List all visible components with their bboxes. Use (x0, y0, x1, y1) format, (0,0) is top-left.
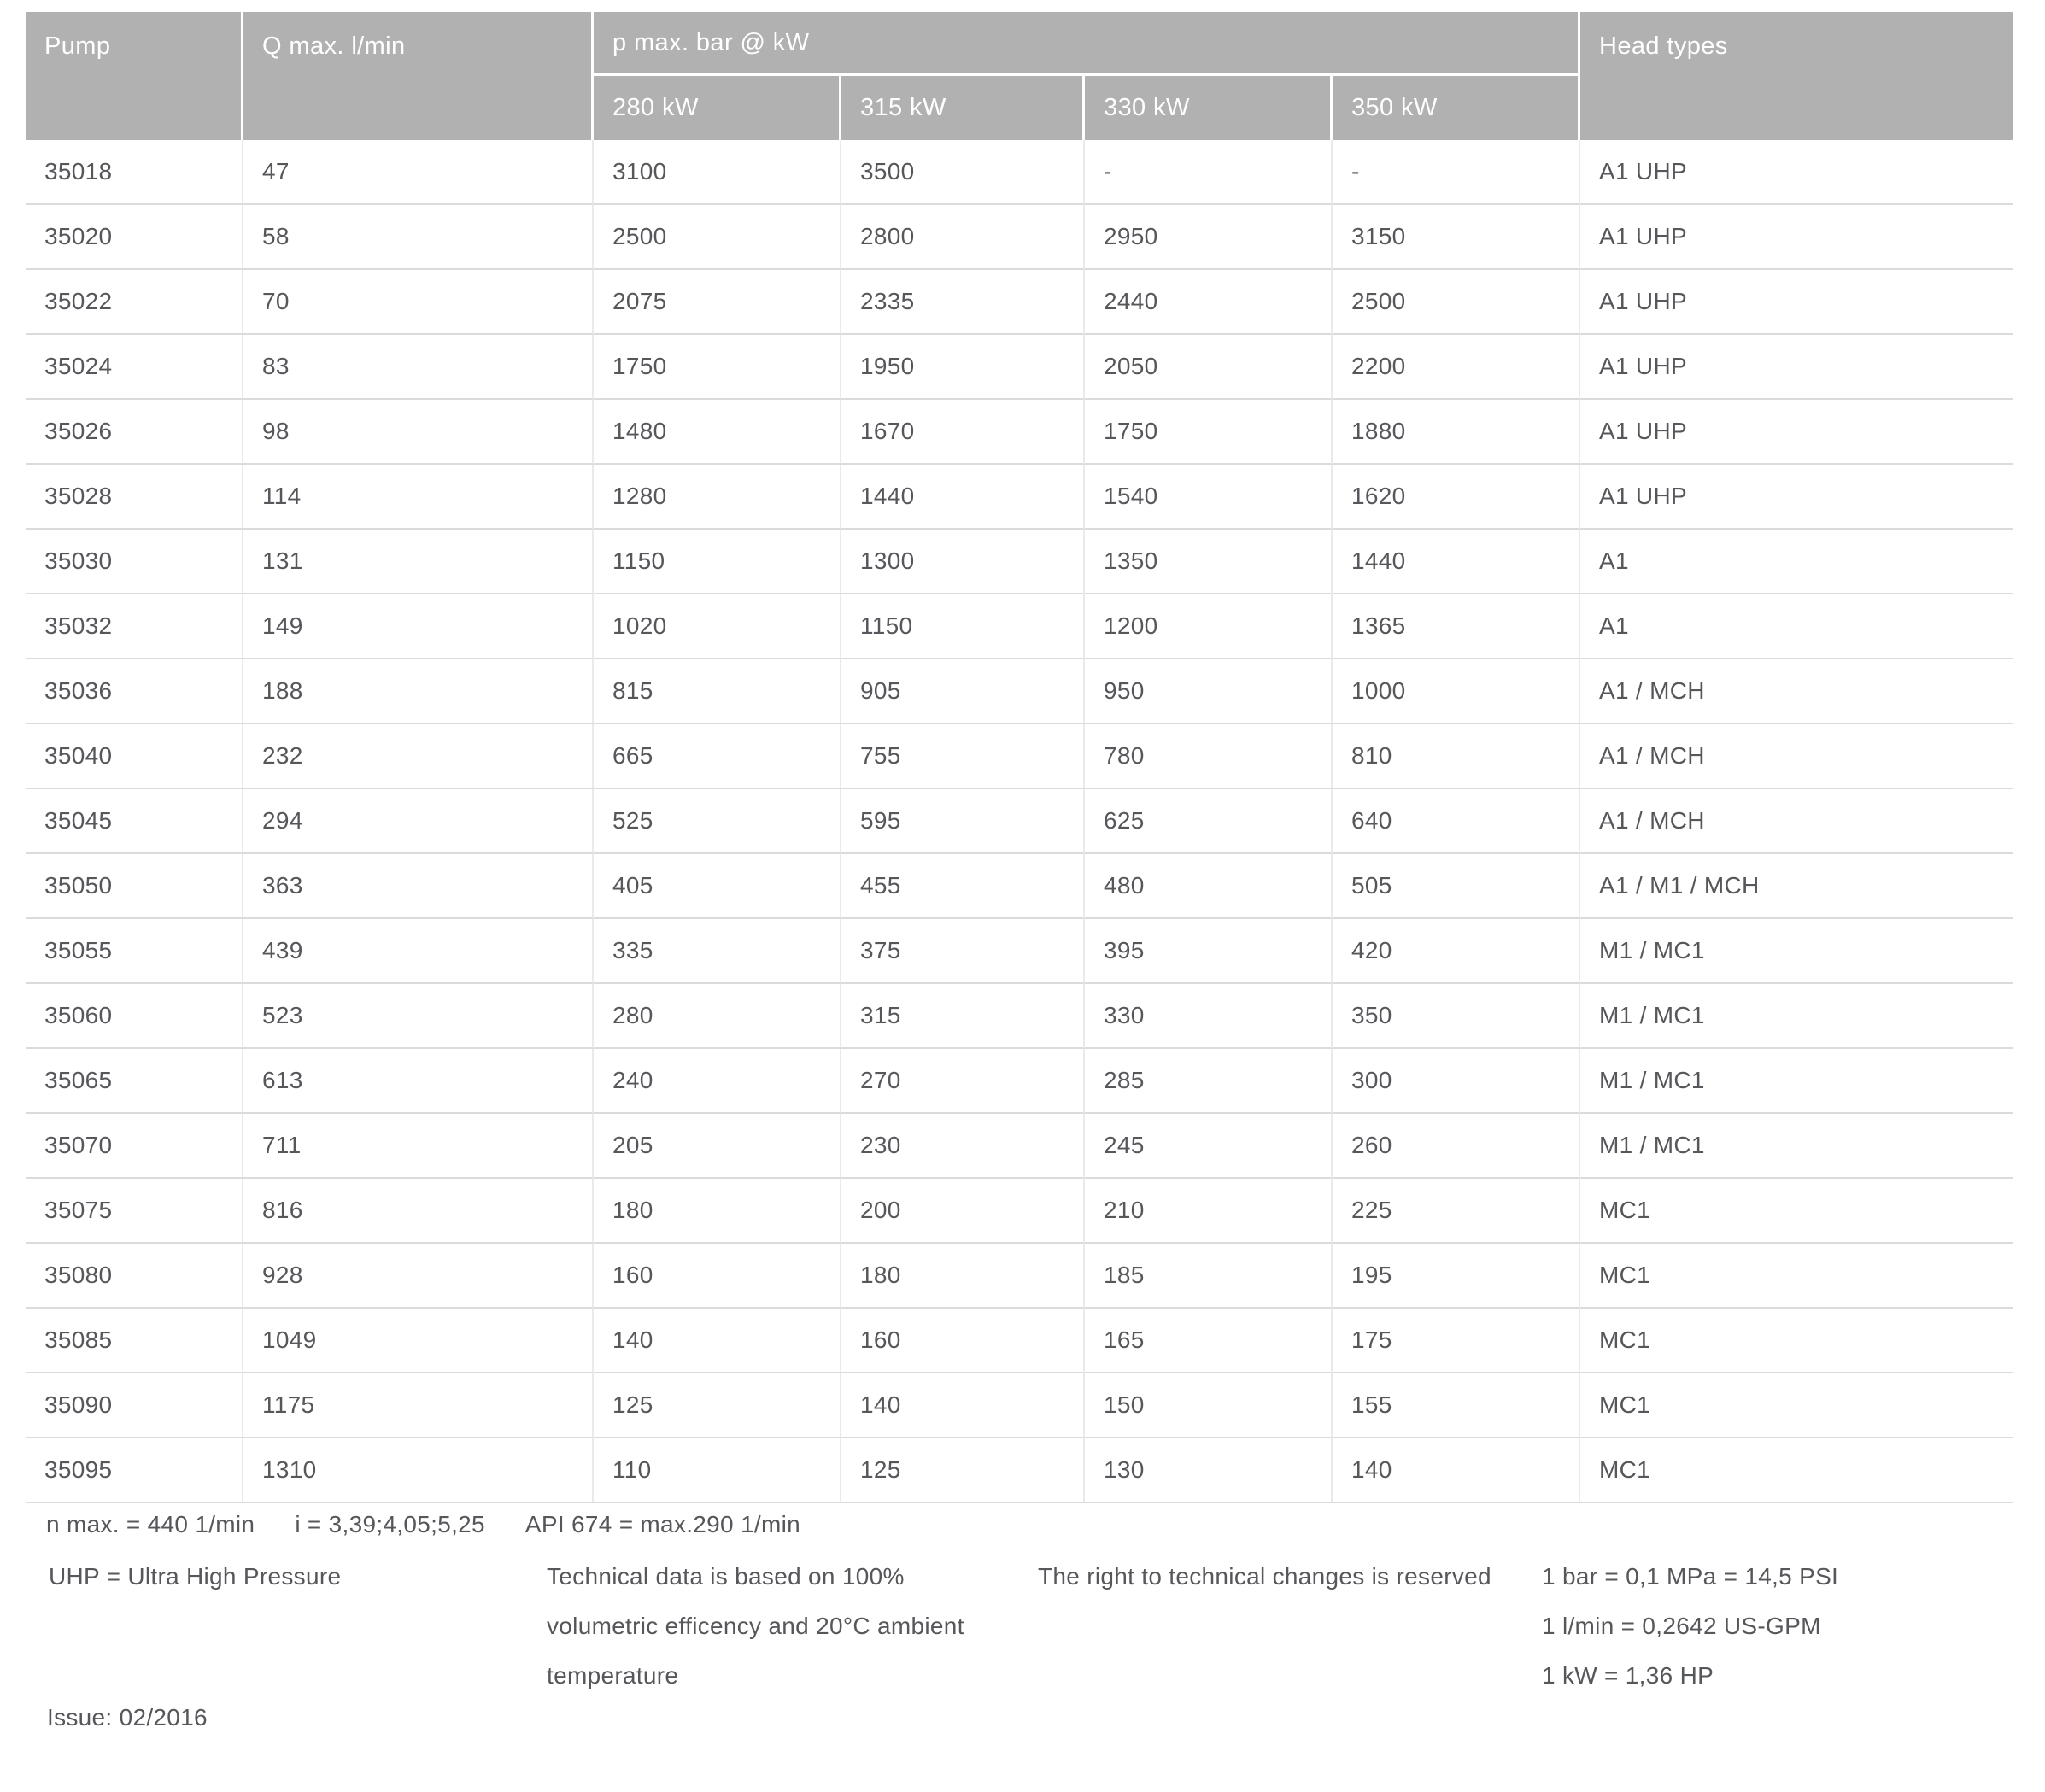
p-330kw-cell: 245 (1085, 1114, 1333, 1179)
col-header-350kw: 350 kW (1333, 76, 1580, 140)
p-315kw-cell: 595 (841, 789, 1085, 854)
table-row (26, 1114, 2013, 1179)
table-row (26, 400, 2013, 465)
footnote-uhp: UHP = Ultra High Pressure (49, 1563, 342, 1590)
col-header-330kw: 330 kW (1085, 76, 1333, 140)
qmax-cell: 1175 (243, 1373, 594, 1438)
footnote-i-ratios: i = 3,39;4,05;5,25 (295, 1511, 485, 1537)
head-types-cell: A1 (1580, 530, 2013, 594)
table-row (26, 789, 2013, 854)
head-types-cell: A1 (1580, 594, 2013, 659)
pump-cell: 35055 (26, 919, 243, 984)
p-330kw-cell: 480 (1085, 854, 1333, 919)
table-row (26, 1244, 2013, 1309)
table-header (26, 12, 2013, 140)
p-280kw-cell: 3100 (594, 140, 841, 205)
p-350kw-cell: 140 (1333, 1438, 1580, 1503)
table-row (26, 594, 2013, 659)
table-row (26, 854, 2013, 919)
p-280kw-cell: 525 (594, 789, 841, 854)
table-row (26, 724, 2013, 789)
qmax-cell: 47 (243, 140, 594, 205)
p-350kw-cell: - (1333, 140, 1580, 205)
p-280kw-cell: 665 (594, 724, 841, 789)
p-280kw-cell: 140 (594, 1309, 841, 1373)
p-280kw-cell: 280 (594, 984, 841, 1049)
pump-cell: 35075 (26, 1179, 243, 1244)
pump-cell: 35070 (26, 1114, 243, 1179)
col-header-pump: Pump (26, 12, 243, 140)
p-315kw-cell: 270 (841, 1049, 1085, 1114)
p-330kw-cell: 2440 (1085, 270, 1333, 335)
p-280kw-cell: 815 (594, 659, 841, 724)
p-350kw-cell: 175 (1333, 1309, 1580, 1373)
p-350kw-cell: 2500 (1333, 270, 1580, 335)
head-types-cell: A1 / MCH (1580, 724, 2013, 789)
p-350kw-cell: 350 (1333, 984, 1580, 1049)
table-row (26, 659, 2013, 724)
table-row (26, 984, 2013, 1049)
p-330kw-cell: 950 (1085, 659, 1333, 724)
p-330kw-cell: 130 (1085, 1438, 1333, 1503)
pump-cell: 35022 (26, 270, 243, 335)
p-350kw-cell: 810 (1333, 724, 1580, 789)
pump-cell: 35060 (26, 984, 243, 1049)
qmax-cell: 439 (243, 919, 594, 984)
table-row (26, 530, 2013, 594)
p-315kw-cell: 160 (841, 1309, 1085, 1373)
p-315kw-cell: 140 (841, 1373, 1085, 1438)
p-315kw-cell: 2800 (841, 205, 1085, 270)
footnote-rights-reserved: The right to technical changes is reserved (1038, 1563, 1491, 1590)
p-330kw-cell: 1350 (1085, 530, 1333, 594)
qmax-cell: 70 (243, 270, 594, 335)
pump-cell: 35090 (26, 1373, 243, 1438)
table-row (26, 919, 2013, 984)
qmax-cell: 58 (243, 205, 594, 270)
qmax-cell: 1049 (243, 1309, 594, 1373)
p-315kw-cell: 315 (841, 984, 1085, 1049)
pump-cell: 35045 (26, 789, 243, 854)
head-types-cell: MC1 (1580, 1244, 2013, 1309)
table-row (26, 1373, 2013, 1438)
p-350kw-cell: 3150 (1333, 205, 1580, 270)
p-350kw-cell: 195 (1333, 1244, 1580, 1309)
p-280kw-cell: 405 (594, 854, 841, 919)
qmax-cell: 1310 (243, 1438, 594, 1503)
p-350kw-cell: 260 (1333, 1114, 1580, 1179)
pump-cell: 35040 (26, 724, 243, 789)
p-280kw-cell: 125 (594, 1373, 841, 1438)
pump-specs-table (26, 12, 2013, 1503)
pump-cell: 35020 (26, 205, 243, 270)
pump-cell: 35085 (26, 1309, 243, 1373)
table-row (26, 1309, 2013, 1373)
qmax-cell: 363 (243, 854, 594, 919)
table-row (26, 465, 2013, 530)
col-header-head-types: Head types (1580, 12, 2013, 140)
qmax-cell: 98 (243, 400, 594, 465)
p-350kw-cell: 505 (1333, 854, 1580, 919)
p-315kw-cell: 1950 (841, 335, 1085, 400)
p-280kw-cell: 110 (594, 1438, 841, 1503)
table-row (26, 270, 2013, 335)
p-350kw-cell: 640 (1333, 789, 1580, 854)
p-330kw-cell: - (1085, 140, 1333, 205)
footnote-n-max: n max. = 440 1/min (46, 1511, 255, 1537)
qmax-cell: 613 (243, 1049, 594, 1114)
p-330kw-cell: 2050 (1085, 335, 1333, 400)
p-280kw-cell: 205 (594, 1114, 841, 1179)
conversion-bar: 1 bar = 0,1 MPa = 14,5 PSI (1542, 1563, 1839, 1590)
pump-cell: 35018 (26, 140, 243, 205)
p-280kw-cell: 335 (594, 919, 841, 984)
p-350kw-cell: 1620 (1333, 465, 1580, 530)
p-330kw-cell: 395 (1085, 919, 1333, 984)
p-280kw-cell: 1750 (594, 335, 841, 400)
p-350kw-cell: 155 (1333, 1373, 1580, 1438)
table-body (26, 140, 2013, 1503)
p-315kw-cell: 230 (841, 1114, 1085, 1179)
p-350kw-cell: 225 (1333, 1179, 1580, 1244)
head-types-cell: M1 / MC1 (1580, 1049, 2013, 1114)
pump-cell: 35028 (26, 465, 243, 530)
table-row (26, 335, 2013, 400)
col-header-315kw: 315 kW (841, 76, 1085, 140)
head-types-cell: A1 / MCH (1580, 789, 2013, 854)
p-315kw-cell: 455 (841, 854, 1085, 919)
p-330kw-cell: 1200 (1085, 594, 1333, 659)
head-types-cell: MC1 (1580, 1373, 2013, 1438)
p-280kw-cell: 160 (594, 1244, 841, 1309)
pump-cell: 35030 (26, 530, 243, 594)
p-315kw-cell: 180 (841, 1244, 1085, 1309)
footnote-unit-conversions (1542, 1552, 1838, 1701)
qmax-cell: 114 (243, 465, 594, 530)
qmax-cell: 523 (243, 984, 594, 1049)
head-types-cell: A1 UHP (1580, 270, 2013, 335)
p-350kw-cell: 2200 (1333, 335, 1580, 400)
head-types-cell: A1 UHP (1580, 140, 2013, 205)
head-types-cell: MC1 (1580, 1438, 2013, 1503)
p-350kw-cell: 420 (1333, 919, 1580, 984)
col-header-280kw: 280 kW (594, 76, 841, 140)
issue-date: Issue: 02/2016 (47, 1704, 208, 1731)
p-330kw-cell: 780 (1085, 724, 1333, 789)
head-types-cell: MC1 (1580, 1179, 2013, 1244)
p-350kw-cell: 1365 (1333, 594, 1580, 659)
qmax-cell: 232 (243, 724, 594, 789)
pump-cell: 35095 (26, 1438, 243, 1503)
p-330kw-cell: 2950 (1085, 205, 1333, 270)
p-315kw-cell: 905 (841, 659, 1085, 724)
p-280kw-cell: 1150 (594, 530, 841, 594)
qmax-cell: 928 (243, 1244, 594, 1309)
p-280kw-cell: 2500 (594, 205, 841, 270)
p-315kw-cell: 1670 (841, 400, 1085, 465)
col-header-qmax: Q max. l/min (243, 12, 594, 140)
col-header-pmax-group: p max. bar @ kW (594, 12, 1580, 76)
table-row (26, 1438, 2013, 1503)
qmax-cell: 149 (243, 594, 594, 659)
head-types-cell: A1 UHP (1580, 205, 2013, 270)
p-330kw-cell: 330 (1085, 984, 1333, 1049)
qmax-cell: 711 (243, 1114, 594, 1179)
p-280kw-cell: 180 (594, 1179, 841, 1244)
pump-cell: 35026 (26, 400, 243, 465)
table-row (26, 1049, 2013, 1114)
p-280kw-cell: 1020 (594, 594, 841, 659)
table-row (26, 1179, 2013, 1244)
table-row (26, 140, 2013, 205)
head-types-cell: MC1 (1580, 1309, 2013, 1373)
p-350kw-cell: 1880 (1333, 400, 1580, 465)
pump-cell: 35032 (26, 594, 243, 659)
p-315kw-cell: 1300 (841, 530, 1085, 594)
pump-cell: 35065 (26, 1049, 243, 1114)
head-types-cell: A1 UHP (1580, 400, 2013, 465)
p-315kw-cell: 2335 (841, 270, 1085, 335)
p-280kw-cell: 2075 (594, 270, 841, 335)
p-280kw-cell: 1280 (594, 465, 841, 530)
p-315kw-cell: 375 (841, 919, 1085, 984)
p-330kw-cell: 165 (1085, 1309, 1333, 1373)
head-types-cell: M1 / MC1 (1580, 984, 2013, 1049)
p-330kw-cell: 150 (1085, 1373, 1333, 1438)
footnote-api674: API 674 = max.290 1/min (524, 1511, 800, 1537)
p-330kw-cell: 285 (1085, 1049, 1333, 1114)
head-types-cell: A1 UHP (1580, 335, 2013, 400)
p-350kw-cell: 300 (1333, 1049, 1580, 1114)
qmax-cell: 294 (243, 789, 594, 854)
table-row (26, 205, 2013, 270)
p-330kw-cell: 210 (1085, 1179, 1333, 1244)
p-280kw-cell: 1480 (594, 400, 841, 465)
conversion-lmin: 1 l/min = 0,2642 US-GPM (1542, 1613, 1821, 1639)
p-315kw-cell: 200 (841, 1179, 1085, 1244)
header-row-1 (26, 12, 2013, 76)
p-350kw-cell: 1000 (1333, 659, 1580, 724)
p-350kw-cell: 1440 (1333, 530, 1580, 594)
head-types-cell: A1 / MCH (1580, 659, 2013, 724)
qmax-cell: 188 (243, 659, 594, 724)
conversion-kw: 1 kW = 1,36 HP (1542, 1662, 1714, 1689)
p-315kw-cell: 755 (841, 724, 1085, 789)
p-330kw-cell: 185 (1085, 1244, 1333, 1309)
pump-cell: 35024 (26, 335, 243, 400)
p-315kw-cell: 1440 (841, 465, 1085, 530)
pump-cell: 35080 (26, 1244, 243, 1309)
qmax-cell: 83 (243, 335, 594, 400)
p-330kw-cell: 625 (1085, 789, 1333, 854)
qmax-cell: 816 (243, 1179, 594, 1244)
footnote-limits-line (46, 1510, 800, 1539)
head-types-cell: M1 / MC1 (1580, 1114, 2013, 1179)
footnote-technical-basis: Technical data is based on 100% volumetric efficency and 20°C ambient temperature (547, 1563, 964, 1689)
p-330kw-cell: 1750 (1085, 400, 1333, 465)
qmax-cell: 131 (243, 530, 594, 594)
head-types-cell: A1 / M1 / MCH (1580, 854, 2013, 919)
head-types-cell: M1 / MC1 (1580, 919, 2013, 984)
p-330kw-cell: 1540 (1085, 465, 1333, 530)
p-315kw-cell: 1150 (841, 594, 1085, 659)
head-types-cell: A1 UHP (1580, 465, 2013, 530)
p-315kw-cell: 3500 (841, 140, 1085, 205)
p-280kw-cell: 240 (594, 1049, 841, 1114)
pump-cell: 35036 (26, 659, 243, 724)
p-315kw-cell: 125 (841, 1438, 1085, 1503)
pump-cell: 35050 (26, 854, 243, 919)
